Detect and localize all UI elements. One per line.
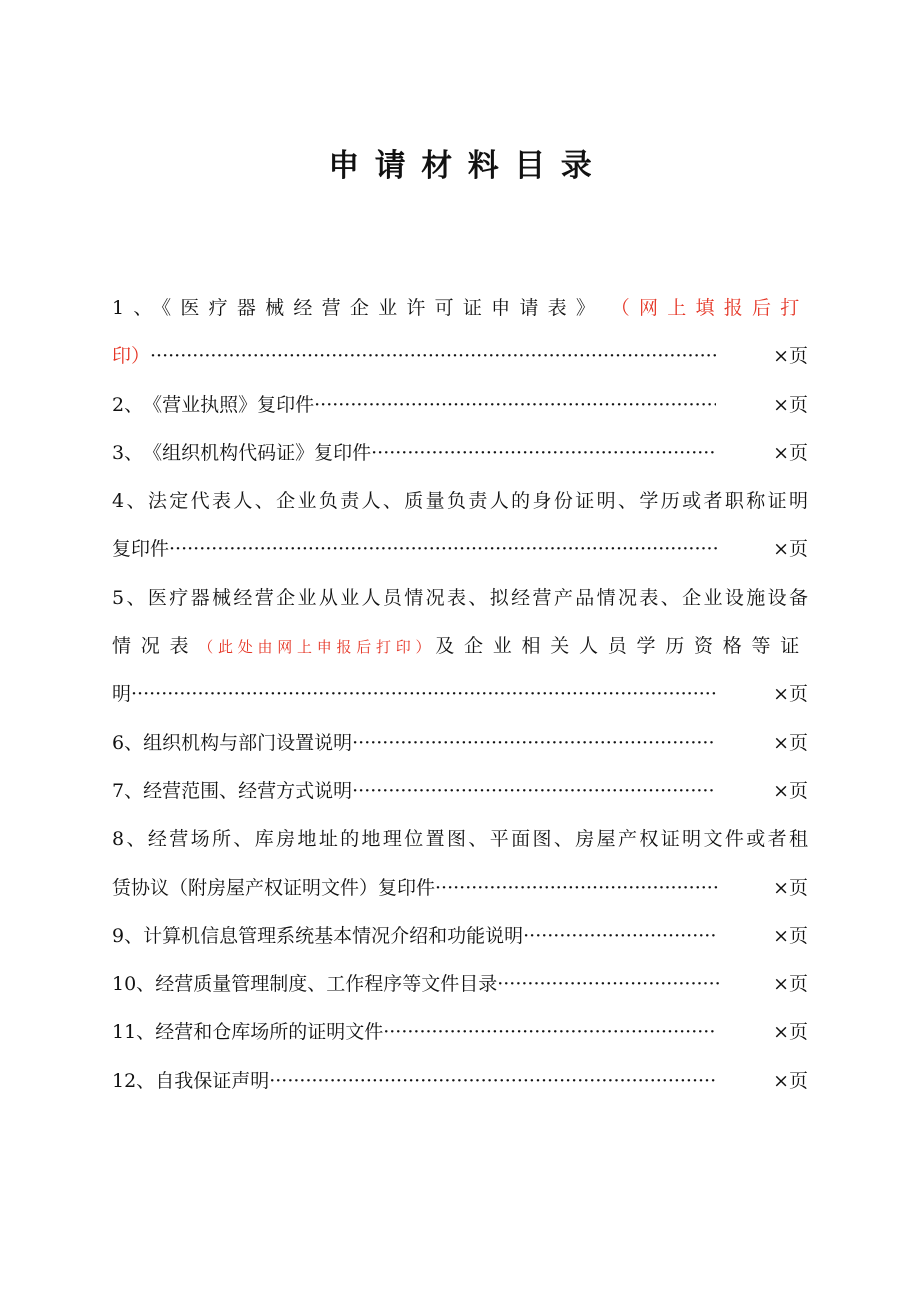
page-count: ×页 xyxy=(773,1021,808,1044)
materials-list xyxy=(112,284,808,1105)
dot-leader xyxy=(523,912,716,960)
list-item-7 xyxy=(112,767,808,815)
list-item-11 xyxy=(112,1008,808,1056)
list-item-1 xyxy=(112,284,808,381)
dot-leader xyxy=(497,960,720,1008)
dot-leader xyxy=(371,429,716,477)
item-text: 《营业执照》复印件 xyxy=(143,393,315,416)
list-item-5 xyxy=(112,574,808,719)
list-item-9 xyxy=(112,912,808,960)
page-count: ×页 xyxy=(773,538,808,561)
item-number: 3、 xyxy=(112,441,144,464)
list-item-10 xyxy=(112,960,808,1008)
item-number: 11、 xyxy=(112,1021,156,1044)
dot-leader xyxy=(383,1008,716,1056)
item-number: 7、 xyxy=(112,779,144,802)
item-text: 《医疗器械经营企业许可证申请表》 xyxy=(161,297,605,319)
item-text: 经营范围、经营方式说明 xyxy=(143,779,353,802)
dot-leader xyxy=(131,670,716,718)
item-number: 9、 xyxy=(112,924,144,947)
page-count: ×页 xyxy=(773,876,808,899)
list-item-12 xyxy=(112,1057,808,1105)
page-count: ×页 xyxy=(773,441,808,464)
page-count: ×页 xyxy=(773,924,808,947)
item-text: 计算机信息管理系统基本情况介绍和功能说明 xyxy=(143,924,524,947)
list-item-6 xyxy=(112,719,808,767)
dot-leader xyxy=(269,1057,716,1105)
page-count: ×页 xyxy=(773,779,808,802)
item-text: 医疗器械经营企业从业人员情况表、拟经营产品情况表、企业设施设备 xyxy=(147,586,808,609)
item-text: 经营质量管理制度、工作程序等文件目录 xyxy=(155,973,498,996)
item-number: 4、 xyxy=(112,490,148,513)
item-note: （网上填报后打 xyxy=(610,297,808,319)
item-text: 经营和仓库场所的证明文件 xyxy=(155,1021,384,1044)
item-text-end: 明 xyxy=(112,683,132,706)
item-number: 1、 xyxy=(112,297,162,319)
item-text-cont: 情况表 xyxy=(112,635,199,658)
page-count: ×页 xyxy=(773,731,808,754)
item-text-cont2: 及企业相关人员学历资格等证 xyxy=(435,635,808,658)
page-count: ×页 xyxy=(773,345,808,368)
dot-leader xyxy=(435,864,720,912)
list-item-2 xyxy=(112,381,808,429)
dot-leader xyxy=(314,381,716,429)
item-number: 6、 xyxy=(112,731,144,754)
item-text-cont: 复印件 xyxy=(112,538,170,561)
dot-leader xyxy=(169,525,720,573)
item-text: 自我保证声明 xyxy=(155,1069,270,1092)
list-item-3 xyxy=(112,429,808,477)
list-item-8 xyxy=(112,815,808,912)
item-number: 2、 xyxy=(112,393,144,416)
dot-leader xyxy=(352,767,716,815)
list-item-4 xyxy=(112,477,808,574)
item-number: 12、 xyxy=(112,1069,156,1092)
item-note: （此处由网上申报后打印） xyxy=(198,638,436,657)
item-text: 经营场所、库房地址的地理位置图、平面图、房屋产权证明文件或者租 xyxy=(147,828,808,851)
page-title: 申请材料目录 xyxy=(328,148,608,184)
item-text: 组织机构与部门设置说明 xyxy=(143,731,353,754)
page-count: ×页 xyxy=(773,393,808,416)
item-text: 《组织机构代码证》复印件 xyxy=(143,441,372,464)
page-count: ×页 xyxy=(773,973,808,996)
dot-leader xyxy=(150,332,716,380)
item-note-cont: 印） xyxy=(112,345,151,368)
page-count: ×页 xyxy=(773,1069,808,1092)
item-text-cont: 赁协议（附房屋产权证明文件）复印件 xyxy=(112,876,436,899)
item-number: 8、 xyxy=(112,828,148,851)
item-text: 法定代表人、企业负责人、质量负责人的身份证明、学历或者职称证明 xyxy=(147,490,808,513)
item-number: 10、 xyxy=(112,973,156,996)
item-number: 5、 xyxy=(112,586,148,609)
page-count: ×页 xyxy=(773,683,808,706)
dot-leader xyxy=(352,719,716,767)
